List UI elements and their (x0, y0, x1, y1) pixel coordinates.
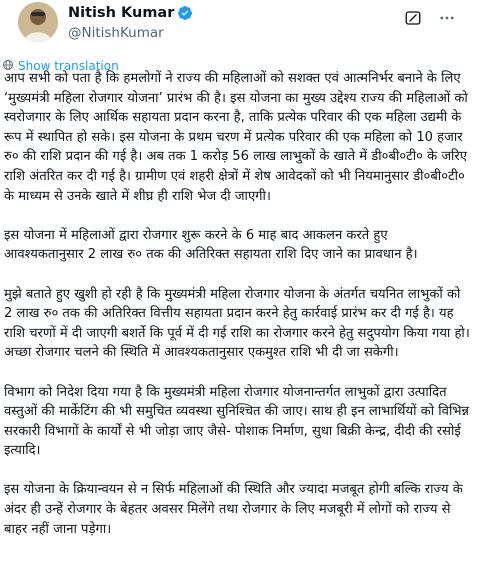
verified-badge-icon (177, 5, 193, 21)
author-names (68, 4, 193, 42)
avatar[interactable] (18, 2, 58, 42)
tweet-paragraph: इस योजना के क्रियान्वयन से न सिर्फ महिलाओं की स्थिति और ज्यादा मजबूत होगी बल्कि राज्य के अंदर ही उन्हें रोजगार के बेहतर अवसर मिलेंगे तथा रोजगार के लिए मजबूरी में लोगों को राज्य से बाहर नहीं जाना पड़ेगा। (4, 482, 463, 537)
show-translation-link[interactable]: Show translation (18, 58, 119, 73)
header-actions (403, 8, 457, 28)
author-handle[interactable]: @NitishKumar (68, 25, 164, 41)
display-name[interactable]: Nitish Kumar (68, 5, 175, 21)
tweet-text (4, 69, 471, 539)
tweet-paragraph: मुझे बताते हुए खुशी हो रही है कि मुख्यमंत्री महिला रोजगार योजना के अंतर्गत चयनित लाभुकों को 2 लाख रु० तक की अतिरिक्त वित्तीय सहायता प्रदान करने हेतु कार्रवाई प्रारंभ कर दी गई है। यह राशि चरणों में दी जाएगी बशर्ते कि पूर्व में दी गई राशि का रोजगार करने हेतु सदुपयोग किया गया हो। अच्छा रोजगार चलने की स्थिति में आवश्यकतानुसार एकमुश्त राशि भी दी जा सकेगी। (4, 286, 470, 361)
tweet-header (10, 0, 471, 46)
tweet-paragraph: आप सभी को पता है कि हमलोगों ने राज्य की महिलाओं को सशक्त एवं आत्मनिर्भर बनाने के लिए ‘मुख्यमंत्री महिला रोजगार योजना’ प्रारंभ की है। इस योजना का मुख्य उद्देश्य राज्य की महिलाओं को स्वरोजगार के लिए आर्थिक सहायता प्रदान करना है, ताकि प्रत्येक परिवार की एक महिला उद्यमी के रूप में स्थापित हो सके। इस योजना के प्रथम चरण में प्रत्येक परिवार की एक महिला को 10 हजार रु० की राशि प्रदान की गई है। अब तक 1 करोड़ 56 लाख लाभुकों के खाते में डी०बी०टी० के जरिए राशि अंतरित कर दी गई है। ग्रामीण एवं शहरी क्षेत्रों में शेष आवेदकों को भी नियमानुसार डी०बी०टी० के माध्यम से उनके खाते में शीघ्र ही राशि भेज दी जाएगी। (4, 71, 468, 204)
more-options-icon[interactable] (437, 8, 457, 28)
tweet-paragraph: इस योजना में महिलाओं द्वारा रोजगार शुरू करने के 6 माह बाद आकलन करते हुए आवश्यकतानुसार 2 लाख रु० तक की अतिरिक्त सहायता राशि दिए जाने का प्रावधान है। (4, 227, 418, 263)
tweet-paragraph: विभाग को निदेश दिया गया है कि मुख्यमंत्री महिला रोजगार योजनान्तर्गत लाभुकों द्वारा उत्पादित वस्तुओं की मार्केटिंग की भी समुचित व्यवस्था सुनिश्चित की जाए। साथ ही इन लाभार्थियों को विभिन्न सरकारी विभागों के कार्यों से भी जोड़ा जाए जैसे- पोशाक निर्माण, सुधा बिक्री केन्द्र, दीदी की रसोई इत्यादि। (4, 384, 470, 459)
translate-icon[interactable] (403, 8, 423, 28)
